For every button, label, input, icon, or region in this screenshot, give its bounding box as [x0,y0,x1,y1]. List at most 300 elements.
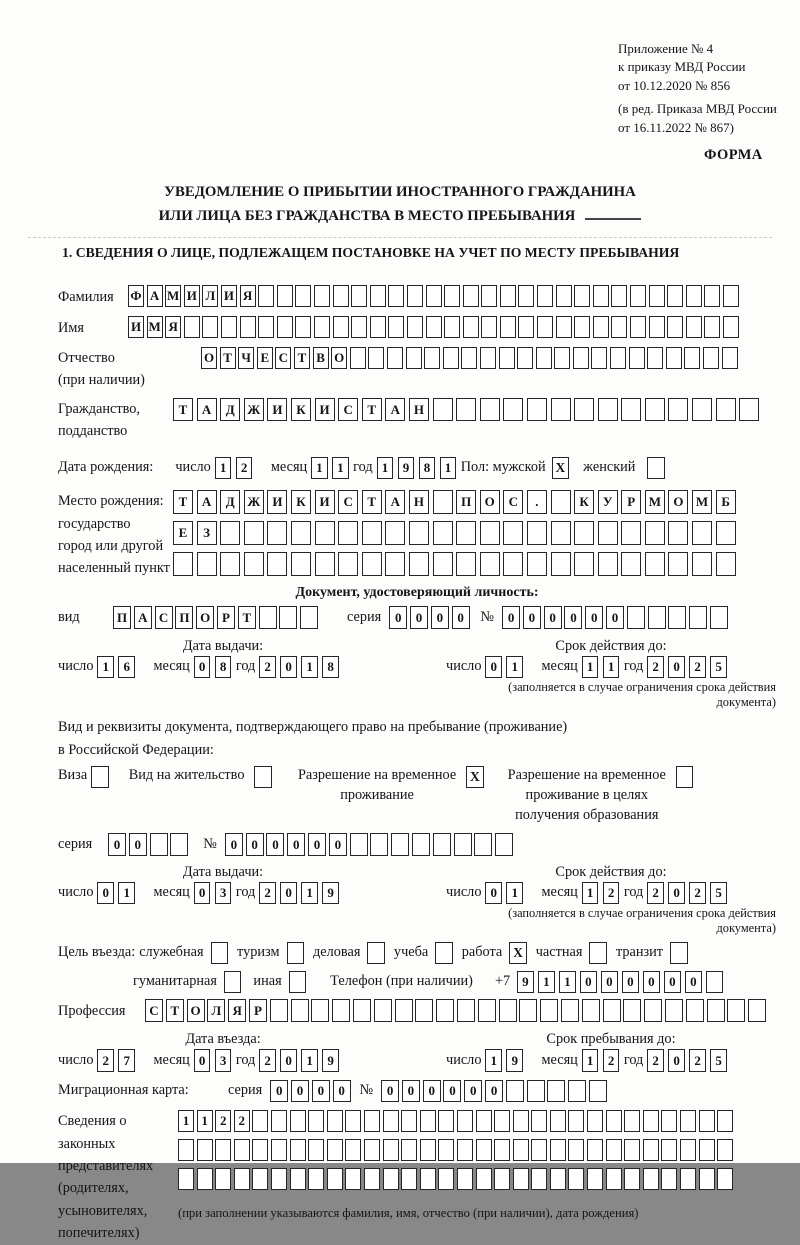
stay-day-cells [485,1049,527,1072]
char-cell [481,285,497,307]
char-cell [495,833,513,856]
profession-label: Профессия [58,1003,126,1020]
char-cell [308,1168,324,1190]
id-doc-number-cells [502,606,731,629]
char-cell [478,999,496,1022]
char-cell [703,347,719,369]
option-visa-label: Виза [58,767,88,784]
char-cell: 1 [332,457,349,480]
char-cell [271,1139,287,1161]
char-cell [387,347,403,369]
char-cell: 1 [215,457,232,480]
char-cell: . [527,490,547,514]
form-title-line1: УВЕДОМЛЕНИЕ О ПРИБЫТИИ ИНОСТРАННОГО ГРАЖДАНИНА [164,184,636,200]
char-cell [593,285,609,307]
char-cell: И [128,316,144,338]
char-cell [494,1139,510,1161]
char-cell: 1 [582,656,599,679]
res-valid-day-cells [485,882,527,905]
entry-day-cells [97,1049,139,1072]
char-cell [723,285,739,307]
char-cell [582,999,600,1022]
char-cell: 3 [215,1049,232,1072]
char-cell [667,316,683,338]
char-cell: 2 [603,1049,620,1072]
char-cell: И [315,490,335,514]
char-cell: 9 [322,1049,339,1072]
char-cell [668,398,688,422]
entry-year-cells [259,1049,343,1072]
char-cell [370,316,386,338]
char-cell [461,347,477,369]
char-cell [587,1139,603,1161]
char-cell: А [147,285,163,307]
id-doc-row [58,606,776,629]
amendment-line: от 16.11.2022 № 867) [618,119,735,135]
char-cell [385,521,405,545]
migration-series-cells [270,1080,353,1103]
char-cell: 1 [559,971,576,994]
char-cell: П [456,490,476,514]
char-cell: 7 [118,1049,135,1072]
surname-label: Фамилия [58,289,114,305]
valid-date-heading: Срок действия до: [555,637,667,654]
purpose-option-label: иная [253,973,282,990]
char-cell [267,521,287,545]
purpose-row2 [58,971,776,994]
char-cell [258,285,274,307]
char-cell [537,285,553,307]
char-cell [314,316,330,338]
char-cell [704,316,720,338]
char-cell [692,398,712,422]
char-cell: 0 [502,606,520,629]
phone-label: Телефон (при наличии) [330,973,473,990]
char-cell: 0 [580,971,597,994]
char-cell [277,316,293,338]
id-doc-heading: Документ, удостоверяющий личность: [295,585,539,601]
sex-female-checkbox [647,457,665,479]
birthplace-label-line: государство [58,515,131,532]
char-cell [383,1139,399,1161]
char-cell [197,1139,213,1161]
section-divider [28,237,772,238]
representatives-label-line: представителях [58,1157,154,1174]
year-label: год [623,884,644,901]
char-cell [252,1110,268,1132]
char-cell: Е [173,521,193,545]
char-cell [661,1139,677,1161]
char-cell [433,398,453,422]
char-cell: П [113,606,131,629]
char-cell: 0 [266,833,284,856]
char-cell: 0 [668,656,685,679]
char-cell: Р [249,999,267,1022]
birthplace-label-line: город или другой [58,537,164,554]
char-cell [480,552,500,576]
char-cell [606,1139,622,1161]
char-cell: Т [173,398,193,422]
char-cell [668,606,686,629]
char-cell [574,552,594,576]
residence-doc-dates [58,862,776,937]
char-cell: 5 [710,1049,727,1072]
char-cell [438,1168,454,1190]
day-label: число [446,1051,482,1068]
issue-date-heading: Дата выдачи: [182,637,264,654]
char-cell [550,1110,566,1132]
char-cell: 0 [402,1080,420,1103]
birth-year-cells [377,457,461,480]
day-label: число [446,658,482,675]
char-cell [364,1110,380,1132]
char-cell: 0 [443,1080,461,1103]
char-cell [644,999,662,1022]
char-cell: 9 [517,971,534,994]
char-cell [333,316,349,338]
char-cell [350,833,368,856]
id-doc-series-label: серия [346,608,382,625]
id-doc-series-cells [389,606,472,629]
char-cell [391,833,409,856]
char-cell [554,347,570,369]
char-cell [643,1110,659,1132]
char-cell [476,1139,492,1161]
char-cell [686,316,702,338]
option-residence-permit-label: Вид на жительство [128,767,245,784]
char-cell [345,1168,361,1190]
char-cell: 0 [431,606,449,629]
char-cell [556,316,572,338]
char-cell [699,1110,715,1132]
option-temp-residence-edu-line: получения образования [515,807,659,824]
char-cell: А [385,490,405,514]
year-label: год [623,1051,644,1068]
char-cell [351,316,367,338]
char-cell: 0 [381,1080,399,1103]
char-cell [420,1139,436,1161]
char-cell [173,552,193,576]
representatives-note: (при заполнении указываются фамилия, имя, отчество (при наличии), дата рождения) [178,1206,639,1221]
char-cell [550,1139,566,1161]
char-cell [433,490,453,514]
char-cell: 2 [259,1049,276,1072]
char-cell [630,285,646,307]
char-cell: 0 [544,606,562,629]
month-label: месяц [153,658,190,675]
char-cell: Ф [128,285,144,307]
valid-year-cells [647,656,731,679]
valid-day-cells [485,656,527,679]
char-cell [308,1139,324,1161]
birthplace-cells-row1 [173,490,739,514]
char-cell [345,1110,361,1132]
representatives-cells-row2 [178,1139,736,1161]
char-cell [621,521,641,545]
day-label: число [446,884,482,901]
char-cell: 2 [215,1110,231,1132]
char-cell [503,398,523,422]
char-cell: У [598,490,618,514]
purpose-option-label: частная [535,944,583,961]
char-cell [739,398,759,422]
char-cell [270,999,288,1022]
char-cell: И [267,490,287,514]
char-cell [540,999,558,1022]
char-cell [415,999,433,1022]
char-cell [259,606,277,629]
birthdate-row [58,457,776,480]
char-cell: 0 [606,606,624,629]
char-cell [587,1110,603,1132]
char-cell: М [165,285,181,307]
char-cell [424,347,440,369]
char-cell [271,1110,287,1132]
char-cell [197,552,217,576]
day-label: число [58,1051,94,1068]
char-cell [551,398,571,422]
char-cell [665,999,683,1022]
char-cell: 0 [97,882,114,905]
char-cell: 0 [485,656,502,679]
char-cell [476,1168,492,1190]
char-cell [184,316,200,338]
form-title [0,181,800,228]
firstname-label: Имя [58,320,84,336]
id-doc-dates [58,636,776,711]
char-cell [645,398,665,422]
option-temp-residence-education [508,765,694,825]
char-cell [362,552,382,576]
char-cell [574,285,590,307]
char-cell: 2 [236,457,253,480]
char-cell [689,606,707,629]
char-cell: 5 [710,656,727,679]
stay-year-cells [647,1049,731,1072]
char-cell [456,398,476,422]
char-cell: Т [238,606,256,629]
char-cell: 2 [647,1049,664,1072]
birth-day-cells [215,457,257,480]
char-cell [258,316,274,338]
char-cell [291,521,311,545]
char-cell: 1 [197,1110,213,1132]
char-cell [291,999,309,1022]
birthplace-label-line: Место рождения: [58,493,164,510]
char-cell [202,316,218,338]
patronymic-label-line: Отчество [58,350,115,366]
option-temp-residence [298,765,484,805]
char-cell [513,1139,529,1161]
validity-note: (заполняется в случае ограничения срока действия документа) [508,680,776,710]
char-cell [598,552,618,576]
char-cell: Е [257,347,273,369]
char-cell: 0 [225,833,243,856]
char-cell [513,1110,529,1132]
char-cell: И [221,285,237,307]
char-cell: 8 [419,457,436,480]
patronymic-sublabel: (при наличии) [58,372,145,389]
stay-month-cells [582,1049,624,1072]
char-cell [680,1110,696,1132]
char-cell [627,606,645,629]
char-cell [401,1110,417,1132]
temp-residence-edu-checkbox [676,766,694,788]
char-cell [327,1168,343,1190]
purpose-transit-checkbox [670,942,688,964]
char-cell [234,1168,250,1190]
phone-prefix: +7 [494,973,511,990]
char-cell: 5 [710,882,727,905]
char-cell: Р [217,606,235,629]
char-cell [370,833,388,856]
char-cell [716,552,736,576]
purpose-study-checkbox [435,942,453,964]
char-cell [457,1139,473,1161]
char-cell: Ж [244,490,264,514]
char-cell [444,316,460,338]
option-temp-residence-line: проживание [340,787,414,804]
char-cell: 0 [668,1049,685,1072]
res-series-cells [108,833,191,856]
option-temp-residence-edu-line: Разрешение на временное [507,767,666,784]
month-label: месяц [153,1051,190,1068]
res-series-label: серия [58,835,93,852]
char-cell [550,1168,566,1190]
migration-card-label: Миграционная карта: [58,1082,189,1099]
char-cell: 0 [194,656,211,679]
res-issue-day-cells [97,882,139,905]
char-cell [436,999,454,1022]
char-cell [624,1110,640,1132]
char-cell [503,552,523,576]
char-cell: И [267,398,287,422]
char-cell [645,521,665,545]
char-cell [547,1080,565,1103]
purpose-official-checkbox [211,942,229,964]
char-cell [456,521,476,545]
char-cell [610,347,626,369]
char-cell: 1 [97,656,114,679]
entry-dates [58,1029,776,1072]
char-cell [630,316,646,338]
char-cell [537,316,553,338]
char-cell [692,521,712,545]
migration-number-label: № [359,1082,374,1099]
char-cell [561,999,579,1022]
char-cell: Я [165,316,181,338]
char-cell: 8 [215,656,232,679]
char-cell [574,398,594,422]
char-cell: 0 [601,971,618,994]
purpose-row [58,942,776,964]
char-cell: С [338,490,358,514]
patronymic-row [58,347,776,392]
char-cell [686,999,704,1022]
char-cell [362,521,382,545]
char-cell [333,285,349,307]
char-cell [350,347,366,369]
char-cell [503,521,523,545]
representatives-label-line: попечителях) [58,1225,140,1242]
char-cell [680,1168,696,1190]
firstname-row [58,316,776,340]
char-cell: 0 [329,833,347,856]
char-cell: 0 [280,1049,297,1072]
char-cell: 1 [506,882,523,905]
char-cell [443,347,459,369]
birth-day-label: число [175,459,211,476]
char-cell [480,398,500,422]
birth-month-label: месяц [270,459,308,476]
char-cell [295,316,311,338]
id-doc-number-label: № [480,608,495,625]
char-cell [706,971,723,994]
patronymic-cells [201,347,740,369]
char-cell [699,1168,715,1190]
char-cell: 0 [308,833,326,856]
char-cell: 1 [377,457,394,480]
char-cell [661,1110,677,1132]
migration-card-row [58,1080,776,1103]
char-cell [481,316,497,338]
char-cell: 0 [643,971,660,994]
char-cell [531,1139,547,1161]
char-cell: К [574,490,594,514]
birthplace-cells-row3 [173,552,739,576]
char-cell: Н [409,490,429,514]
representatives-label-line: усыновителях, [58,1202,148,1219]
char-cell [315,521,335,545]
purpose-option-label: деловая [313,944,361,961]
purpose-option-label: гуманитарная [133,973,217,990]
char-cell [197,1168,213,1190]
char-cell: И [315,398,335,422]
char-cell: 0 [685,971,702,994]
form-title-line2: ИЛИ ЛИЦА БЕЗ ГРАЖДАНСТВА В МЕСТО ПРЕБЫВАНИЯ [158,207,576,224]
char-cell [603,999,621,1022]
char-cell [494,1168,510,1190]
char-cell: Т [362,490,382,514]
char-cell [643,1168,659,1190]
char-cell [645,552,665,576]
char-cell: Т [362,398,382,422]
char-cell [244,521,264,545]
year-label: год [235,1051,256,1068]
char-cell: 0 [523,606,541,629]
citizenship-label-line: Гражданство, [58,400,140,417]
char-cell: 2 [689,656,706,679]
char-cell [438,1110,454,1132]
char-cell: 2 [259,656,276,679]
sex-male-checkbox: X [552,457,570,479]
char-cell [240,316,256,338]
char-cell: 2 [97,1049,114,1072]
char-cell [290,1168,306,1190]
char-cell: О [668,490,688,514]
birth-year-label: год [353,459,373,476]
char-cell: 0 [312,1080,330,1103]
char-cell: 1 [506,656,523,679]
issue-year-cells [259,656,343,679]
char-cell [643,1139,659,1161]
char-cell [383,1110,399,1132]
migration-number-cells [381,1080,610,1103]
option-residence-permit [129,765,272,788]
option-visa [58,765,109,788]
surname-cells [128,285,742,307]
patronymic-label [58,347,201,392]
